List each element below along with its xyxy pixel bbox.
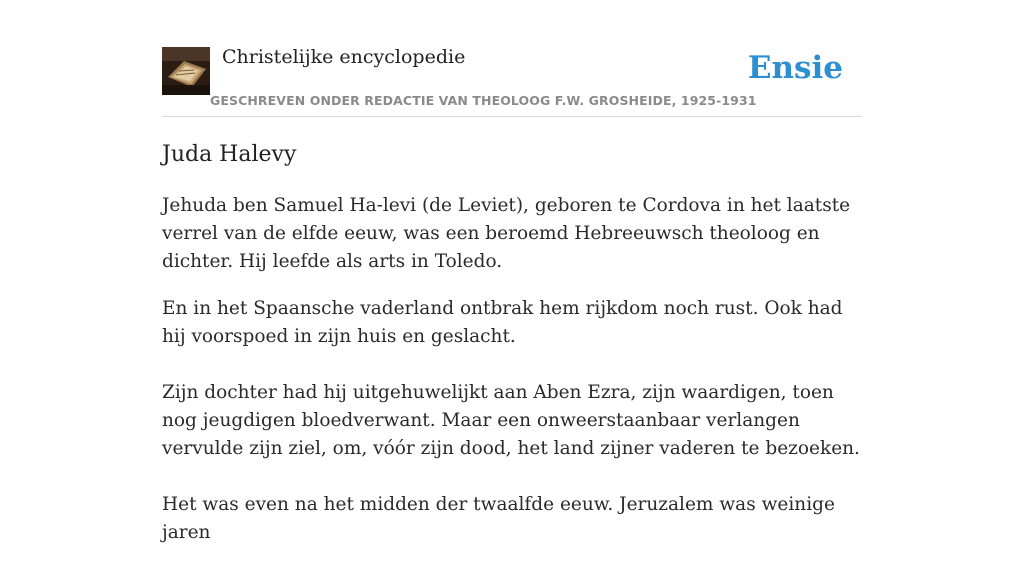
encyclopedia-name[interactable]: Christelijke encyclopedie (222, 46, 466, 68)
article-paragraph: Zijn dochter had hij uitgehuwelijkt aan Aben Ezra, zijn waardigen, toen nog jeugdigen bloedverwant. Maar een onweerstaanbaar verlangen vervulde zijn ziel, om, vóór zijn dood, het land zijner vaderen te bezoeken. (162, 382, 860, 459)
article-paragraph: Het was even na het midden der twaalfde eeuw. Jeruzalem was weinige jaren (162, 494, 835, 543)
book-photo-icon (162, 47, 210, 95)
article-paragraph: En in het Spaansche vaderland ontbrak hem rijkdom noch rust. Ook had hij voorspoed in zijn huis en geslacht. (162, 298, 843, 347)
edition-note: GESCHREVEN ONDER REDACTIE VAN THEOLOOG F.W. GROSHEIDE, 1925-1931 (210, 93, 757, 108)
encyclopedia-avatar[interactable] (162, 47, 210, 95)
article-body (162, 140, 862, 566)
brand-logo[interactable]: Ensie (747, 50, 843, 86)
article-title: Juda Halevy (162, 142, 297, 167)
site-header (162, 40, 862, 117)
article-paragraph: Jehuda ben Samuel Ha-levi (de Leviet), geboren te Cordova in het laatste verrel van de elfde eeuw, was een beroemd Hebreeuwsch theoloog en dichter. Hij leefde als arts in Toledo. (162, 195, 851, 272)
